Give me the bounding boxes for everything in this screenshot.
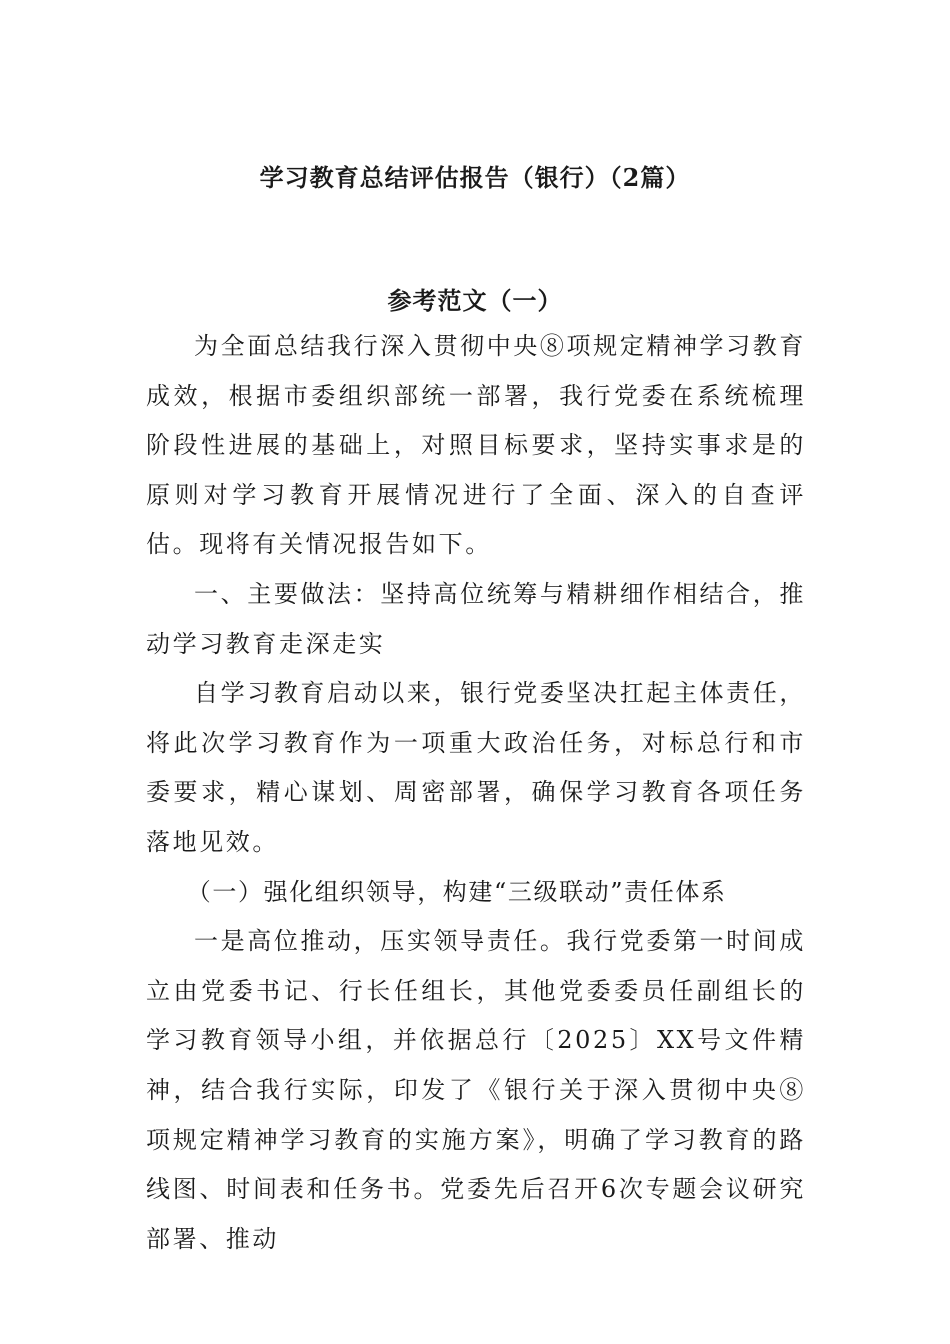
paragraph-overview: 自学习教育启动以来，银行党委坚决扛起主体责任，将此次学习教育作为一项重大政治任务，对标总行和市委要求，精心谋划、周密部署，确保学习教育各项任务落地见效。: [146, 679, 806, 856]
heading-main-practices: 一、主要做法：坚持高位统筹与精耕细作相结合，推动学习教育走深走实: [146, 579, 806, 658]
document-body: [146, 322, 806, 1264]
section-title: 参考范文（一）: [387, 286, 563, 315]
document-title: 学习教育总结评估报告（银行）（2篇）: [259, 163, 691, 192]
paragraph-leadership: 一是高位推动，压实领导责任。我行党委第一时间成立由党委书记、行长任组长，其他党委委员任副组长的学习教育领导小组，并依据总行〔2025〕XX号文件精神，结合我行实际，印发了《银行关于深入贯彻中央⑧项规定精神学习教育的实施方案》，明确了学习教育的路线图、时间表和任务书。党委先后召开6次专题会议研究部署、推动: [146, 927, 806, 1253]
paragraph-intro: 为全面总结我行深入贯彻中央⑧项规定精神学习教育成效，根据市委组织部统一部署，我行党委在系统梳理阶段性进展的基础上，对照目标要求，坚持实事求是的原则对学习教育开展情况进行了全面、深入的自查评估。现将有关情况报告如下。: [146, 332, 806, 559]
subheading-organization: （一）强化组织领导，构建“三级联动”责任体系: [186, 877, 727, 906]
